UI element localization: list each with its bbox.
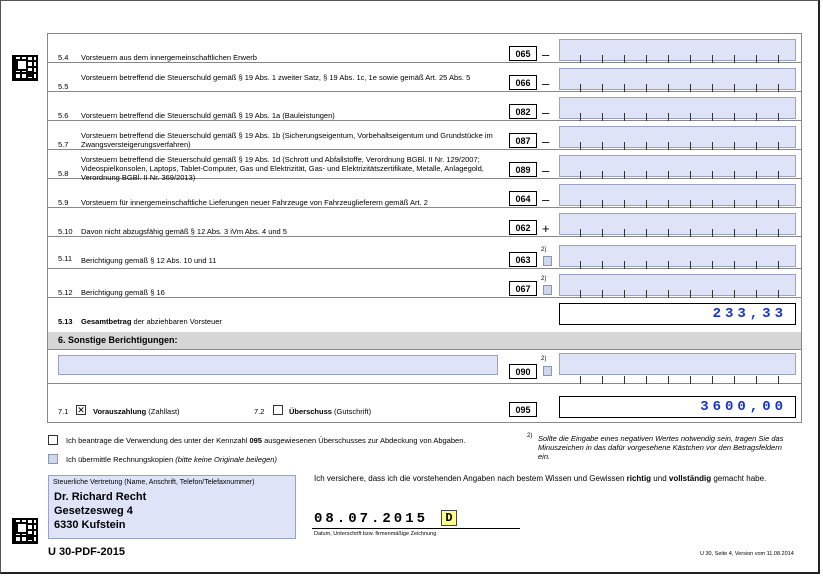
row-number: 7.1 bbox=[58, 407, 69, 416]
total-row bbox=[48, 298, 801, 332]
row-number: 5.9 bbox=[58, 198, 69, 207]
sign-input[interactable] bbox=[543, 366, 552, 376]
kennzahl-label: 082 bbox=[509, 104, 537, 119]
form-row bbox=[48, 34, 801, 63]
page-info: U 30, Seite 4, Version vom 11.08.2014 bbox=[700, 551, 794, 557]
kennzahl-label: 062 bbox=[509, 220, 537, 235]
invoice-copies-label: Ich übermittle Rechnungskopien (bitte keine Originale beilegen) bbox=[66, 455, 277, 464]
kennzahl-label: 095 bbox=[509, 402, 537, 417]
footnote-ref: 2) bbox=[541, 356, 547, 362]
other-corrections-row bbox=[48, 350, 801, 384]
representative-street: Gesetzesweg 4 bbox=[54, 505, 133, 517]
footnote-mark: 2) bbox=[527, 433, 533, 439]
row-description: Vorsteuern betreffend die Steuerschuld gemäß § 19 Abs. 1d (Schrott und Abfallstoffe, Verordnung BGBl. II Nr. 129/2007; Videospielkonsolen, Laptops, Tablet-Computer, Gas und Elektrizität, Gas- und Elektrizitätszertifikate, Metalle, Anlagegold, Verordnung BGBl. II Nr. 369/2013) bbox=[81, 155, 484, 182]
signature-date[interactable]: 08.07.2015 bbox=[314, 511, 429, 527]
representative-label: Steuerliche Vertretung (Name, Anschrift, Telefon/Telefaxnummer) bbox=[53, 479, 255, 486]
sign-symbol: + bbox=[542, 221, 550, 236]
other-corrections-text[interactable] bbox=[58, 355, 498, 375]
form-row bbox=[48, 269, 801, 298]
invoice-copies-checkbox[interactable] bbox=[48, 454, 58, 464]
form-row bbox=[48, 237, 801, 269]
sign-symbol: – bbox=[542, 76, 550, 91]
amount-ticks bbox=[559, 290, 796, 298]
kennzahl-label: 067 bbox=[509, 281, 537, 296]
row-number: 5.13 bbox=[58, 317, 73, 326]
form-row bbox=[48, 208, 801, 237]
row-description bbox=[81, 317, 511, 326]
sign-symbol: – bbox=[542, 47, 550, 62]
prepayment-checkbox[interactable]: ✕ bbox=[77, 405, 85, 415]
row-description: Vorsteuern aus dem innergemeinschaftlichen Erwerb bbox=[81, 53, 257, 62]
amount-ticks bbox=[559, 113, 796, 121]
representative-city: 6330 Kufstein bbox=[54, 519, 126, 531]
form-row bbox=[48, 92, 801, 121]
footnote-ref: 2) bbox=[541, 247, 547, 253]
result-row bbox=[48, 384, 801, 423]
signature-line bbox=[312, 528, 520, 529]
sign-input[interactable] bbox=[543, 256, 552, 266]
row-number: 5.10 bbox=[58, 227, 73, 236]
overpayment-label: Ich beantrage die Verwendung des unter der Kennzahl 095 ausgewiesenen Überschusses zur Abdeckung von Abgaben. bbox=[66, 436, 466, 445]
prepayment-label: Vorauszahlung (Zahllast) bbox=[93, 407, 180, 416]
sign-input[interactable] bbox=[543, 285, 552, 295]
representative-box[interactable] bbox=[48, 475, 296, 539]
kennzahl-label: 089 bbox=[509, 162, 537, 177]
amount-ticks bbox=[559, 84, 796, 92]
row-number: 5.6 bbox=[58, 111, 69, 120]
amount-ticks bbox=[559, 376, 796, 384]
form-section-box bbox=[47, 33, 802, 423]
section-header bbox=[48, 332, 801, 350]
overpayment-checkbox[interactable] bbox=[48, 435, 58, 445]
kennzahl-label: 090 bbox=[509, 364, 537, 379]
row-number: 5.8 bbox=[58, 169, 69, 178]
sign-symbol: – bbox=[542, 105, 550, 120]
total-label: Gesamtbetrag bbox=[81, 317, 132, 326]
row-number: 5.7 bbox=[58, 140, 69, 149]
row-description: Davon nicht abzugsfähig gemäß § 12 Abs. 3 iVm Abs. 4 und 5 bbox=[81, 227, 287, 236]
footnote-ref: 2) bbox=[541, 276, 547, 282]
form-row bbox=[48, 63, 801, 92]
signature-letter-box[interactable]: D bbox=[441, 510, 457, 526]
form-id: U 30-PDF-2015 bbox=[48, 546, 126, 558]
representative-name: Dr. Richard Recht bbox=[54, 491, 147, 503]
form-row bbox=[48, 150, 801, 182]
row-number: 5.12 bbox=[58, 288, 73, 297]
total-text: der abziehbaren Vorsteuer bbox=[131, 317, 222, 326]
qr-code bbox=[12, 518, 38, 544]
row-number: 5.11 bbox=[58, 254, 73, 263]
row-description: Vorsteuern für innergemeinschaftliche Lieferungen neuer Fahrzeuge von Fahrzeuglieferern gemäß Art. 2 bbox=[81, 198, 428, 207]
row-description: Vorsteuern betreffend die Steuerschuld gemäß § 19 Abs. 1b (Sicherungseigentum, Vorbehaltseigentum und Grundstücke im Zwangsversteigerungsverfahren) bbox=[81, 131, 493, 149]
kennzahl-label: 087 bbox=[509, 133, 537, 148]
amount-ticks bbox=[559, 229, 796, 237]
sign-symbol: – bbox=[542, 192, 550, 207]
amount-input[interactable] bbox=[559, 353, 796, 375]
surplus-checkbox[interactable] bbox=[273, 405, 283, 415]
form-row bbox=[48, 179, 801, 208]
declaration: Ich versichere, dass ich die vorstehenden Angaben nach bestem Wissen und Gewissen richtig und vollständig gemacht habe. bbox=[314, 474, 767, 483]
row-description: Berichtigung gemäß § 12 Abs. 10 und 11 bbox=[81, 256, 217, 265]
form-row bbox=[48, 121, 801, 150]
row-number: 5.4 bbox=[58, 53, 69, 62]
kennzahl-label: 063 bbox=[509, 252, 537, 267]
kennzahl-label: 066 bbox=[509, 75, 537, 90]
section-title: 6. Sonstige Berichtigungen: bbox=[58, 335, 178, 345]
amount-ticks bbox=[559, 200, 796, 208]
row-description: Berichtigung gemäß § 16 bbox=[81, 288, 165, 297]
qr-code bbox=[12, 55, 38, 81]
amount-ticks bbox=[559, 55, 796, 63]
amount-ticks bbox=[559, 171, 796, 179]
row-number: 5.5 bbox=[58, 82, 69, 91]
amount-ticks bbox=[559, 261, 796, 269]
row-number: 7.2 bbox=[254, 407, 265, 416]
total-amount[interactable]: 233,33 bbox=[559, 303, 796, 325]
sign-symbol: – bbox=[542, 163, 550, 178]
amount-ticks bbox=[559, 142, 796, 150]
sign-symbol: – bbox=[542, 134, 550, 149]
footnote-text: Sollte die Eingabe eines negativen Wertes notwendig sein, tragen Sie das Minuszeichen in das dafür vorgesehene Kästchen vor den Betragsfeldern ein. bbox=[538, 434, 784, 461]
result-amount[interactable]: 3600,00 bbox=[559, 396, 796, 418]
kennzahl-label: 065 bbox=[509, 46, 537, 61]
surplus-label: Überschuss (Gutschrift) bbox=[289, 407, 372, 416]
row-description: Vorsteuern betreffend die Steuerschuld gemäß § 19 Abs. 1a (Bauleistungen) bbox=[81, 111, 335, 120]
row-description: Vorsteuern betreffend die Steuerschuld gemäß § 19 Abs. 1 zweiter Satz, § 19 Abs. 1c, 1e sowie gemäß Art. 25 Abs. 5 bbox=[81, 73, 471, 82]
kennzahl-label: 064 bbox=[509, 191, 537, 206]
signature-caption: Datum, Unterschrift bzw. firmenmäßige Zeichnung bbox=[314, 531, 437, 537]
